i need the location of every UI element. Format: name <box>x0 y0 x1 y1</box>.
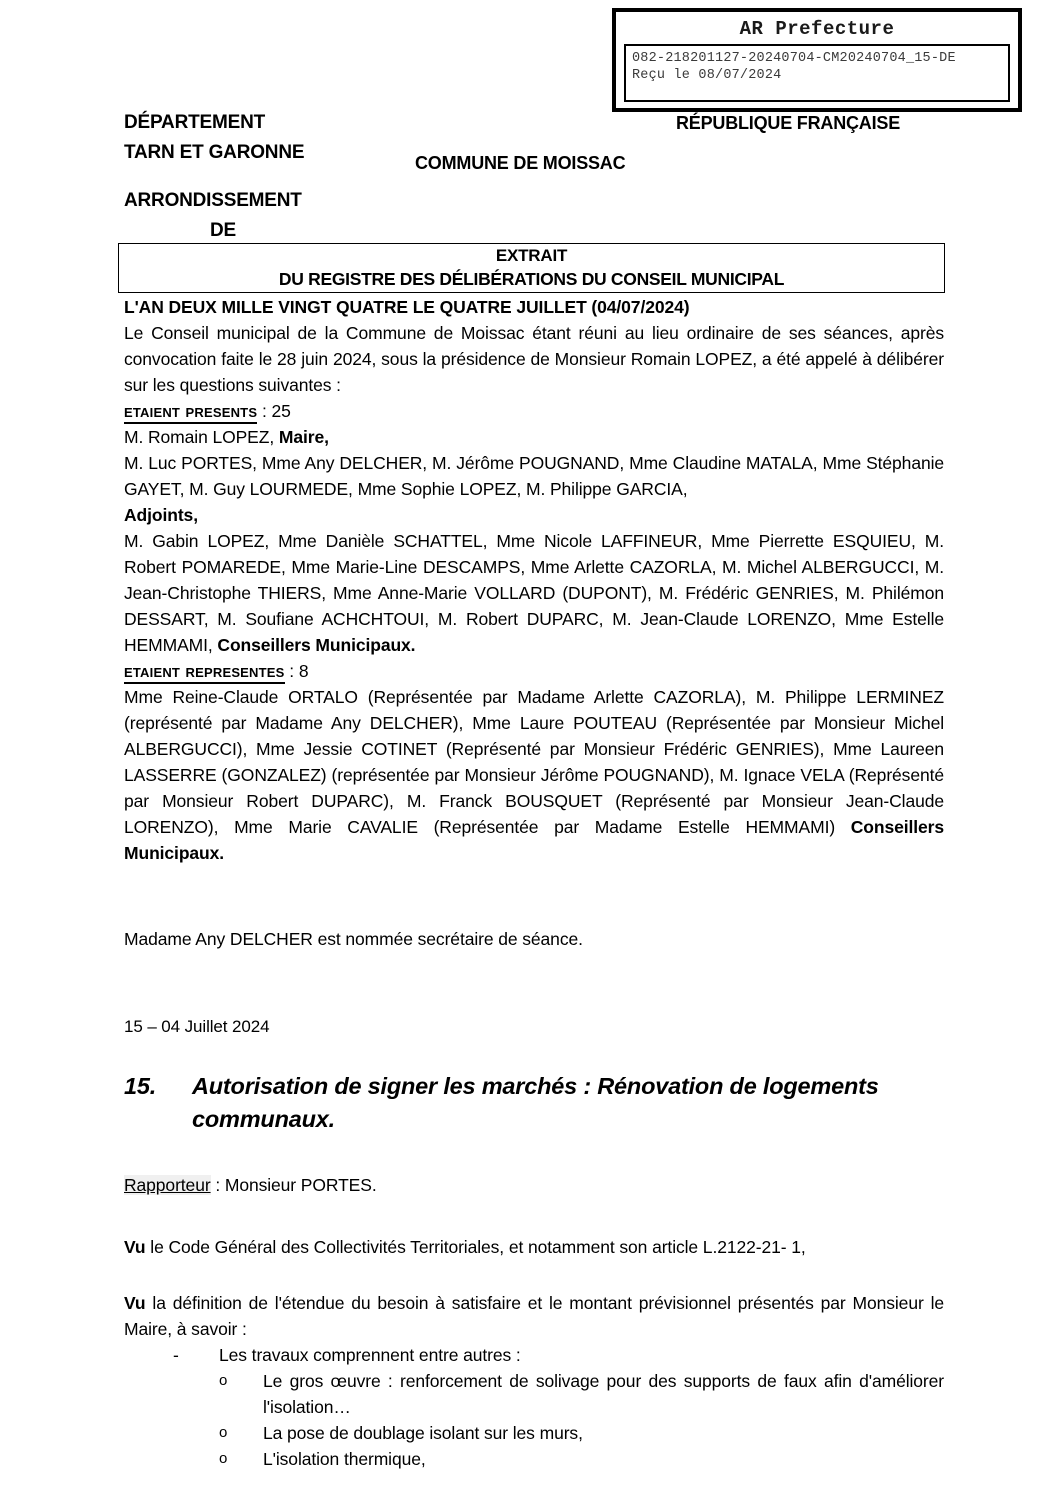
presents-heading-row <box>124 398 944 424</box>
session-reference: 15 – 04 Juillet 2024 <box>124 1017 270 1036</box>
spacer-before-title <box>124 1040 944 1070</box>
commune-de-moissac: COMMUNE DE MOISSAC <box>415 153 626 173</box>
session-date-heading: L'AN DEUX MILLE VINGT QUATRE LE QUATRE JUILLET (04/07/2024) <box>124 297 690 317</box>
spacer-before-session-ref <box>124 952 944 1014</box>
maire-role: Maire, <box>278 427 329 447</box>
arrondissement-label: ARRONDISSEMENT <box>124 190 302 211</box>
departement-label: DÉPARTEMENT <box>124 112 266 133</box>
consideration-1 <box>124 1234 944 1260</box>
extrait-title-box <box>118 243 945 293</box>
represented-heading-row <box>124 658 944 684</box>
dash-bullet-icon: - <box>173 1345 179 1365</box>
departement-name: TARN ET GARONNE <box>124 142 305 163</box>
extrait-line-1: EXTRAIT <box>495 246 568 265</box>
ar-reference-number: 082-218201127-20240704-CM20240704_15-DE <box>632 51 956 66</box>
ar-prefecture-title: AR Prefecture <box>739 18 895 40</box>
represented-heading: etaient representes <box>124 661 285 682</box>
secretary-statement: Madame Any DELCHER est nommée secrétaire de séance. <box>124 929 583 949</box>
deliberation-title: Autorisation de signer les marchés : Rénovation de logements communaux. <box>192 1073 879 1132</box>
works-item-text: Le gros œuvre : renforcement de solivage pour des supports de faux afin d'améliorer l'isolation… <box>263 1371 944 1417</box>
deliberation-body <box>124 294 944 1472</box>
arrondissement-de: DE <box>210 220 236 241</box>
rapporteur-row <box>124 1172 944 1198</box>
works-item <box>219 1368 944 1420</box>
represented-row <box>124 684 944 866</box>
works-item-text: La pose de doublage isolant sur les murs, <box>263 1423 583 1443</box>
represented-role: Conseillers Municipaux. <box>124 817 944 863</box>
convocation-paragraph: Le Conseil municipal de la Commune de Moissac étant réuni au lieu ordinaire de ses séances, après convocation faite le 28 juin 2024, sous la présidence de Monsieur Romain LOPEZ, a été appelé à délibérer sur les questions suivantes : <box>124 323 944 395</box>
represented-count: : 8 <box>284 661 309 681</box>
ar-received-date: Reçu le 08/07/2024 <box>632 68 782 83</box>
works-item <box>219 1420 944 1446</box>
vu-text-1: le Code Général des Collectivités Territoriales, et notamment son article L.2122-21- 1, <box>145 1237 806 1257</box>
consideration-2 <box>124 1290 944 1342</box>
conseillers-names: M. Gabin LOPEZ, Mme Danièle SCHATTEL, Mme Nicole LAFFINEUR, Mme Pierrette ESQUIEU, M. Robert POMAREDE, Mme Marie-Line DESCAMPS, Mme Arlette CAZORLA, M. Michel ALBERGUCCI, M. Jean-Christophe THIERS, Mme Anne-Marie VOLLARD (DUPONT), M. Frédéric GENRIES, M. Philémon DESSART, M. Soufiane ACHCHTOUI, M. Robert DUPARC, M. Jean-Claude LORENZO, Mme Estelle HEMMAMI, <box>124 531 944 655</box>
circle-bullet-icon: o <box>219 1424 228 1441</box>
spacer-after-represented <box>124 866 944 926</box>
deliberation-title-row <box>124 1070 944 1136</box>
circle-bullet-icon: o <box>219 1450 228 1467</box>
works-item-text: L'isolation thermique, <box>263 1449 426 1469</box>
vu-prefix-1: Vu <box>124 1237 146 1257</box>
spacer-before-vu-1 <box>124 1198 944 1234</box>
deliberation-number: 15. <box>124 1073 157 1099</box>
ar-prefecture-stamp <box>612 8 1022 112</box>
rapporteur-value: : Monsieur PORTES. <box>210 1175 377 1195</box>
conseillers-row <box>124 528 944 658</box>
maire-row <box>124 424 944 450</box>
spacer-before-vu-2 <box>124 1260 944 1290</box>
presents-count: : 25 <box>257 401 291 421</box>
maire-name: M. Romain LOPEZ, <box>124 427 279 447</box>
represented-names: Mme Reine-Claude ORTALO (Représentée par Madame Arlette CAZORLA), M. Philippe LERMINEZ (représenté par Madame Any DELCHER), Mme Laure POUTEAU (Représentée par Monsieur Michel ALBERGUCCI), Mme Jessie COTINET (Représenté par Monsieur Frédéric GENRIES), Mme Laureen LASSERRE (GONZALEZ) (représentée par Monsieur Jérôme POUGNAND), M. Ignace VELA (Représenté par Monsieur Robert DUPARC), M. Franck BOUSQUET (Représenté par Monsieur Jean-Claude LORENZO), Mme Marie CAVALIE (Représentée par Madame Estelle HEMMAMI) <box>124 687 944 837</box>
adjoints-role: Adjoints, <box>124 505 198 525</box>
vu-text-2: la définition de l'étendue du besoin à satisfaire et le montant prévisionnel présentés par Monsieur le Maire, à savoir : <box>124 1293 944 1339</box>
works-item <box>219 1446 944 1472</box>
ar-prefecture-details <box>624 44 1010 102</box>
adjoints-names: M. Luc PORTES, Mme Any DELCHER, M. Jérôme POUGNAND, Mme Claudine MATALA, Mme Stéphanie GAYET, M. Guy LOURMEDE, Mme Sophie LOPEZ, M. Philippe GARCIA, <box>124 453 944 499</box>
works-intro-text: Les travaux comprennent entre autres : <box>219 1345 521 1365</box>
works-list <box>124 1342 944 1472</box>
extrait-line-2: DU REGISTRE DES DÉLIBÉRATIONS DU CONSEIL MUNICIPAL <box>278 269 785 289</box>
presents-heading: etaient presents <box>124 401 258 422</box>
rapporteur-label: Rapporteur <box>124 1175 211 1195</box>
circle-bullet-icon: o <box>219 1372 228 1389</box>
vu-prefix-2: Vu <box>124 1293 146 1313</box>
works-intro-row <box>173 1342 944 1368</box>
conseillers-role: Conseillers Municipaux. <box>217 635 416 655</box>
republique-francaise: RÉPUBLIQUE FRANÇAISE <box>676 113 901 133</box>
spacer-before-rapporteur <box>124 1136 944 1172</box>
works-sub-list <box>173 1368 944 1472</box>
